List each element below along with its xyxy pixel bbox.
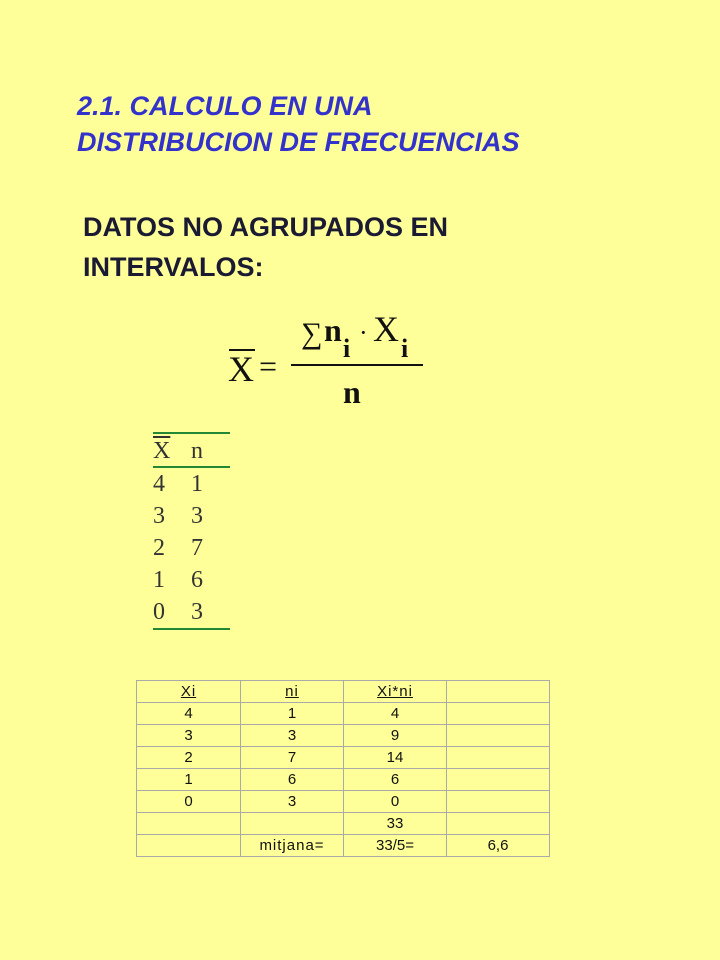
sheet-cell: 1 bbox=[241, 703, 344, 725]
section-title-line-1: 2.1. CALCULO EN UNA bbox=[77, 91, 373, 121]
sheet-cell bbox=[137, 835, 241, 857]
sheet-row bbox=[137, 769, 550, 791]
sheet-cell bbox=[447, 747, 550, 769]
cell-x: 1 bbox=[153, 567, 165, 593]
cell-n: 6 bbox=[191, 567, 203, 593]
sheet-cell: 6 bbox=[241, 769, 344, 791]
sheet-cell: 0 bbox=[137, 791, 241, 813]
table-header-row bbox=[153, 434, 230, 466]
cell-n: 1 bbox=[191, 471, 203, 497]
formula-xi: X bbox=[373, 309, 399, 349]
sheet-cell: 14 bbox=[344, 747, 447, 769]
sheet-mean-row bbox=[137, 835, 550, 857]
sheet-cell: 7 bbox=[241, 747, 344, 769]
sheet-sum-row bbox=[137, 813, 550, 835]
formula-ni-subscript: i bbox=[343, 334, 351, 363]
cell-n: 3 bbox=[191, 599, 203, 625]
header-x: $\overline{X}$ bbox=[153, 438, 171, 464]
sheet-mean-label: mitjana= bbox=[241, 835, 344, 857]
table-rule-bottom bbox=[153, 628, 230, 630]
section-title-line-2: DISTRIBUCION DE FRECUENCIAS bbox=[77, 127, 520, 157]
cell-x: 2 bbox=[153, 535, 165, 561]
sheet-cell: 3 bbox=[241, 725, 344, 747]
sheet-cell bbox=[447, 791, 550, 813]
sheet-header-row bbox=[137, 681, 550, 703]
sheet-cell: 4 bbox=[137, 703, 241, 725]
table-row bbox=[153, 468, 230, 500]
table-row bbox=[153, 500, 230, 532]
sheet-cell: 3 bbox=[241, 791, 344, 813]
table-row bbox=[153, 596, 230, 628]
mean-formula bbox=[225, 305, 435, 410]
sheet-mean-division: 33/5= bbox=[344, 835, 447, 857]
formula-ni: n bbox=[324, 312, 342, 348]
sheet-cell: 2 bbox=[137, 747, 241, 769]
cell-x: 0 bbox=[153, 599, 165, 625]
formula-sum: ∑ bbox=[301, 317, 323, 350]
sheet-cell: 6 bbox=[344, 769, 447, 791]
subtitle bbox=[83, 207, 448, 287]
sheet-row bbox=[137, 747, 550, 769]
formula-dot: · bbox=[359, 318, 368, 347]
sheet-cell bbox=[447, 725, 550, 747]
sheet-cell bbox=[137, 813, 241, 835]
table-row bbox=[153, 564, 230, 596]
sheet-sum-cell: 33 bbox=[344, 813, 447, 835]
formula-lhs: X bbox=[228, 349, 254, 389]
section-title bbox=[77, 88, 520, 160]
table-row bbox=[153, 532, 230, 564]
subtitle-line-1: DATOS NO AGRUPADOS EN bbox=[83, 212, 449, 242]
sheet-header-ni: ni bbox=[241, 681, 344, 703]
sheet-header-xini: Xi*ni bbox=[344, 681, 447, 703]
formula-denominator: n bbox=[343, 374, 361, 410]
sheet-row bbox=[137, 703, 550, 725]
formula-equals: = bbox=[259, 348, 278, 384]
formula-xi-subscript: i bbox=[401, 334, 409, 363]
sheet-header-xi: Xi bbox=[137, 681, 241, 703]
cell-x: 4 bbox=[153, 471, 165, 497]
sheet-cell: 0 bbox=[344, 791, 447, 813]
subtitle-line-2: INTERVALOS: bbox=[83, 252, 264, 282]
sheet-cell: 4 bbox=[344, 703, 447, 725]
sheet-row bbox=[137, 791, 550, 813]
sheet-cell bbox=[447, 769, 550, 791]
spreadsheet-table bbox=[136, 680, 550, 857]
sheet-cell: 3 bbox=[137, 725, 241, 747]
sheet-mean-result: 6,6 bbox=[447, 835, 550, 857]
sheet-cell bbox=[241, 813, 344, 835]
sheet-cell: 9 bbox=[344, 725, 447, 747]
frequency-table bbox=[153, 432, 230, 630]
sheet-cell bbox=[447, 813, 550, 835]
sheet-header-empty bbox=[447, 681, 550, 703]
cell-x: 3 bbox=[153, 503, 165, 529]
cell-n: 3 bbox=[191, 503, 203, 529]
cell-n: 7 bbox=[191, 535, 203, 561]
sheet-cell: 1 bbox=[137, 769, 241, 791]
sheet-cell bbox=[447, 703, 550, 725]
sheet-row bbox=[137, 725, 550, 747]
header-n: n bbox=[191, 438, 203, 464]
